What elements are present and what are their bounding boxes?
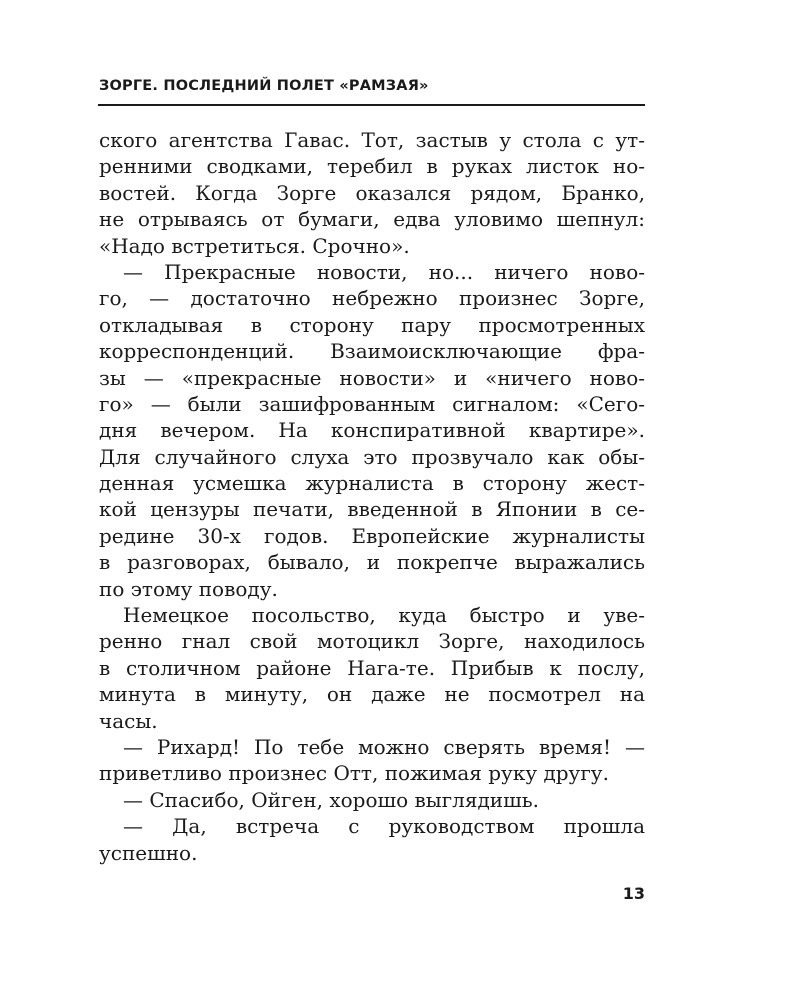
text-line: редине 30-х годов. Европейские журналисты: [99, 523, 645, 548]
text-line: по этому поводу.: [99, 576, 278, 601]
text-line: денная усмешка журналиста в сторону жест-: [99, 471, 645, 496]
text-line: го» — были зашифрованным сигналом: «Сего-: [99, 391, 645, 416]
body-text: [99, 127, 645, 866]
header-rule: [98, 104, 645, 106]
text-line: Немецкое посольство, куда быстро и уве-: [123, 603, 645, 628]
text-line: приветливо произнес Отт, пожимая руку другу.: [99, 761, 609, 786]
text-line: ского агентства Гавас. Тот, застыв у стола с ут-: [99, 128, 645, 152]
text-line: корреспонденций. Взаимоисключающие фра-: [99, 339, 645, 364]
text-line: успешно.: [99, 840, 198, 865]
text-line: ренними сводками, теребил в руках листок но-: [99, 154, 645, 179]
text-line: — Спасибо, Ойген, хорошо выглядишь.: [123, 787, 539, 812]
text-line: не отрываясь от бумаги, едва уловимо шепнул:: [99, 207, 645, 232]
text-line: часы.: [99, 708, 158, 733]
text-line: востей. Когда Зорге оказался рядом, Бранко,: [99, 180, 645, 205]
text-line: откладывая в сторону пару просмотренных: [99, 312, 645, 337]
text-line: зы — «прекрасные новости» и «ничего ново-: [99, 365, 645, 390]
text-line: — Рихард! По тебе можно сверять время! —: [123, 734, 645, 759]
text-line: минута в минуту, он даже не посмотрел на: [99, 682, 645, 707]
text-line: «Надо встретиться. Срочно».: [99, 233, 410, 258]
text-line: ренно гнал свой мотоцикл Зорге, находилось: [99, 629, 645, 654]
page-number: 13: [622, 884, 645, 903]
text-line: в разговорах, бывало, и покрепче выражались: [99, 550, 645, 575]
text-line: кой цензуры печати, введенной в Японии в се-: [99, 497, 645, 522]
text-line: — Да, встреча с руководством прошла: [123, 814, 645, 839]
text-line: в столичном районе Нага-те. Прибыв к послу,: [99, 655, 645, 680]
text-line: дня вечером. На конспиративной квартире».: [99, 418, 645, 443]
text-line: го, — достаточно небрежно произнес Зорге,: [99, 286, 645, 311]
text-line: — Прекрасные новости, но... ничего ново-: [123, 259, 645, 284]
text-line: Для случайного слуха это прозвучало как обы-: [99, 444, 645, 469]
running-header-title: ЗОРГЕ. ПОСЛЕДНИЙ ПОЛЕТ «РАМЗАЯ»: [99, 78, 429, 94]
